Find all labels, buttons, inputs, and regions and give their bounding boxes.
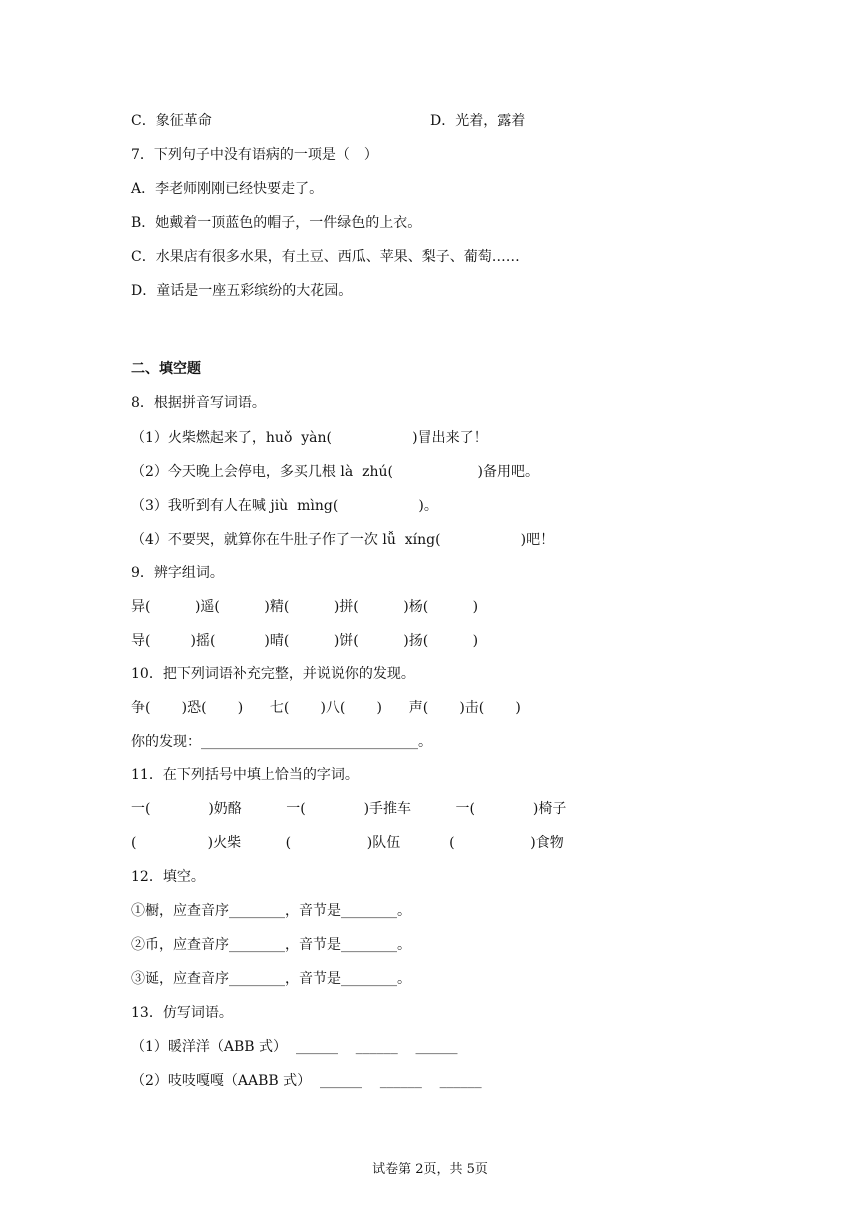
q7-option-c: C．水果店有很多水果，有土豆、西瓜、苹果、梨子、葡萄…… — [131, 249, 520, 265]
q12-item-2: ②币，应查音序________，音节是________。 — [131, 937, 411, 953]
q8-item-4: （4）不要哭，就算你在牛肚子作了一次 lǚ xíng( )吧！ — [131, 532, 555, 548]
q6-option-c: C．象征革命 — [131, 113, 212, 129]
q12-item-1: ①橱，应查音序________，音节是________。 — [131, 903, 411, 919]
section-title-fill-blank: 二、填空题 — [131, 361, 201, 377]
q13-item-2: （2）吱吱嘎嘎（AABB 式） ______ ______ ______ — [131, 1073, 482, 1089]
q11-stem: 11．在下列括号中填上恰当的字词。 — [131, 767, 359, 783]
q13-item-1: （1）暖洋洋（ABB 式） ______ ______ ______ — [131, 1039, 458, 1055]
q8-stem: 8．根据拼音写词语。 — [131, 395, 266, 411]
q12-stem: 12．填空。 — [131, 869, 205, 885]
page-footer: 试卷第 2页，共 5页 — [372, 1162, 488, 1177]
q12-item-3: ③诞，应查音序________，音节是________。 — [131, 971, 411, 987]
q7-option-a: A．李老师刚刚已经快要走了。 — [131, 181, 324, 197]
q6-option-d: D．光着，露着 — [430, 113, 526, 129]
q10-finding: 你的发现：_______________________________。 — [131, 734, 432, 750]
q9-stem: 9．辨字组词。 — [131, 565, 224, 581]
q7-option-d: D．童话是一座五彩缤纷的大花园。 — [131, 283, 353, 299]
q8-item-3: （3）我听到有人在喊 jiù mìng( )。 — [131, 498, 438, 514]
q7-stem: 7．下列句子中没有语病的一项是（ ） — [131, 147, 378, 163]
q10-stem: 10．把下列词语补充完整，并说说你的发现。 — [131, 666, 415, 682]
q13-stem: 13．仿写词语。 — [131, 1005, 233, 1021]
q11-row-1: 一( )奶酪 一( )手推车 一( )椅子 — [131, 801, 567, 817]
q7-option-b: B．她戴着一顶蓝色的帽子，一件绿色的上衣。 — [131, 215, 422, 231]
q11-row-2: ( )火柴 ( )队伍 ( )食物 — [131, 835, 564, 851]
q9-row-1: 异( )遥( )精( )拼( )杨( ) — [131, 599, 479, 615]
q8-item-1: （1）火柴燃起来了，huǒ yàn( )冒出来了！ — [131, 430, 488, 446]
q10-row: 争( )恐( ) 七( )八( ) 声( )击( ) — [131, 700, 521, 716]
q8-item-2: （2）今天晚上会停电，多买几根 là zhú( )备用吧。 — [131, 464, 539, 480]
q9-row-2: 导( )摇( )晴( )饼( )扬( ) — [131, 633, 479, 649]
